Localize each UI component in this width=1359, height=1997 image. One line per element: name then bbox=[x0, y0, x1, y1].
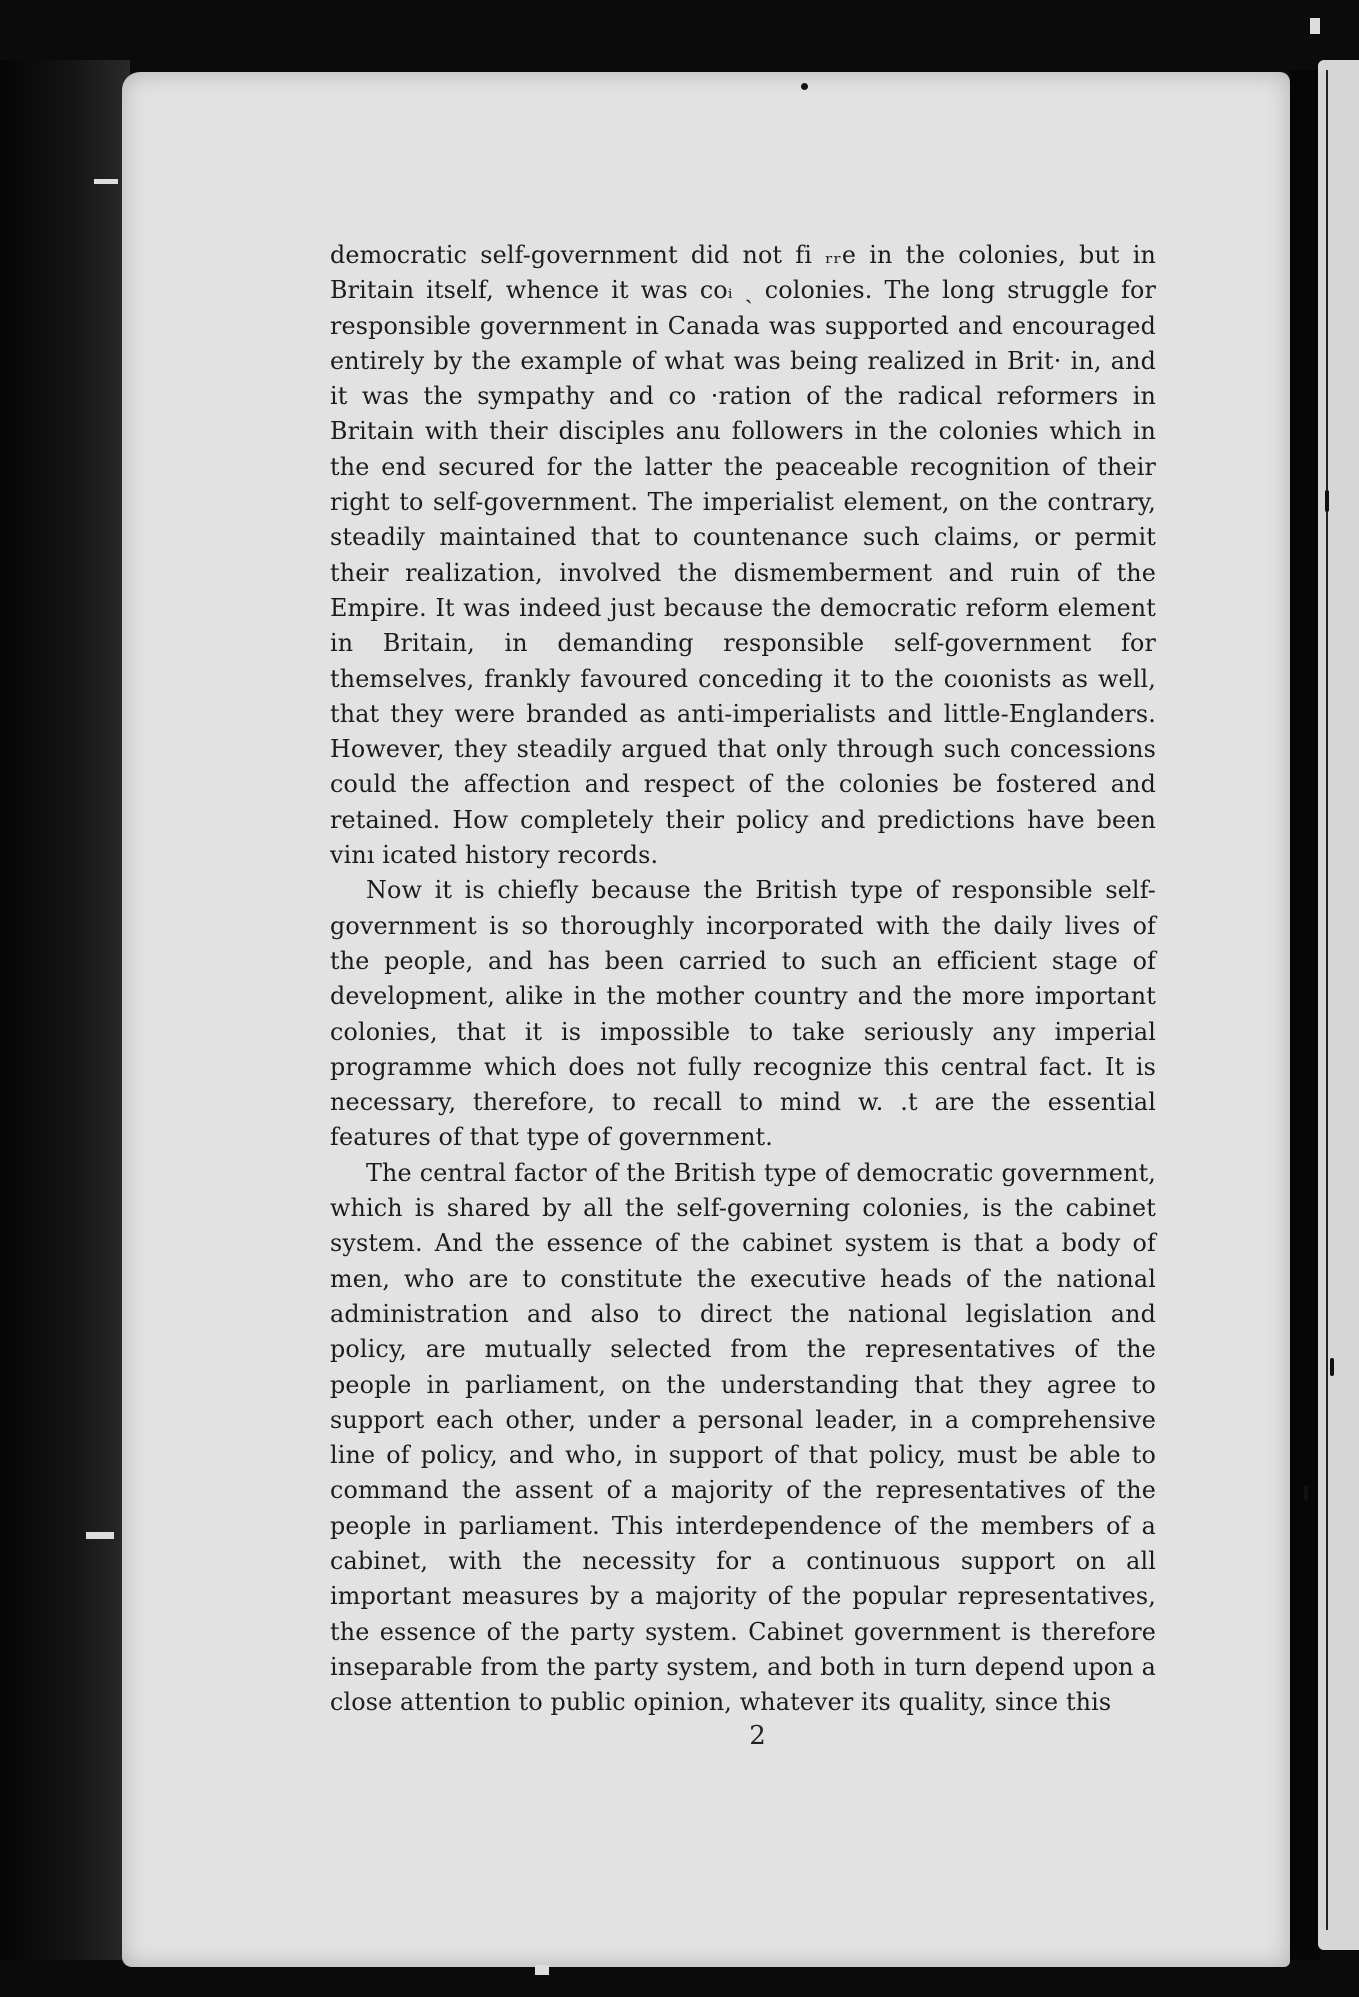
adjacent-page-edge bbox=[1318, 60, 1359, 1950]
scan-speck bbox=[1304, 1485, 1308, 1501]
scan-speck bbox=[801, 83, 808, 90]
gutter-shadow bbox=[1290, 70, 1320, 1960]
paragraph: Now it is chiefly because the British type of responsible self-government is so thoroughly incorporated with the daily lives of the people, and has been carried to such an efficient stage of development, alike in the mother country and the more important colonies, that it is impossible to take seriously any imperial programme which does not fully recognize this central fact. It is necessary, therefore, to recall to mind w. .t are the essential features of that type of government. bbox=[330, 876, 1156, 1152]
paragraph: democratic self-government did not fi ᵣᵣe in the colonies, but in Britain itself, whence it was coᵢ ˏ colonies. The long struggle for responsible government in Canada was supported and encouraged entirely by the example of what was being realized in Brit· in, and it was the sympathy and co ·ration of the radical reformers in Britain with their disciples anu followers in the colonies which in the end secured for the latter the peaceable recognition of their right to self-government. The imperialist element, on the contrary, steadily maintained that to countenance such claims, or permit their realization, involved the dismemberment and ruin of the Empire. It was indeed just because the democratic reform element in Britain, in demanding responsible self-government for themselves, frankly favoured conceding it to the coıonists as well, that they were branded as anti-imperialists and little-Englanders. However, they steadily argued that only through such concessions could the affection and respect of the colonies be fostered and retained. How completely their policy and predictions have been vinı icated history records. bbox=[330, 241, 1156, 870]
scan-left-edge bbox=[0, 60, 130, 1960]
scan-speck bbox=[535, 1965, 549, 1975]
scan-speck bbox=[1325, 490, 1329, 512]
scan-speck bbox=[86, 1532, 114, 1539]
paragraph: The central factor of the British type of democratic government, which is shared by all the self-governing colonies, is the cabinet system. And the essence of the cabinet system is that a body of men, who are to constitute the executive heads of the national administration and also to direct the national legislation and policy, are mutually selected from the representatives of the people in parliament, on the understanding that they agree to support each other, under a personal leader, in a comprehensive line of policy, and who, in support of that policy, must be able to command the assent of a majority of the representatives of the people in parliament. This interdependence of the members of a cabinet, with the necessity for a continuous support on all important measures by a majority of the popular representatives, the essence of the party system. Cabinet government is therefore inseparable from the party system, and both in turn depend upon a close attention to public opinion, whatever its quality, since this bbox=[330, 1158, 1156, 1717]
body-text bbox=[330, 238, 1156, 1720]
scan-speck bbox=[1330, 1358, 1334, 1376]
page-number: 2 bbox=[749, 1721, 766, 1751]
scan-speck bbox=[1310, 18, 1320, 34]
page-edge-rule bbox=[1326, 70, 1328, 1930]
scan-speck bbox=[94, 179, 118, 184]
